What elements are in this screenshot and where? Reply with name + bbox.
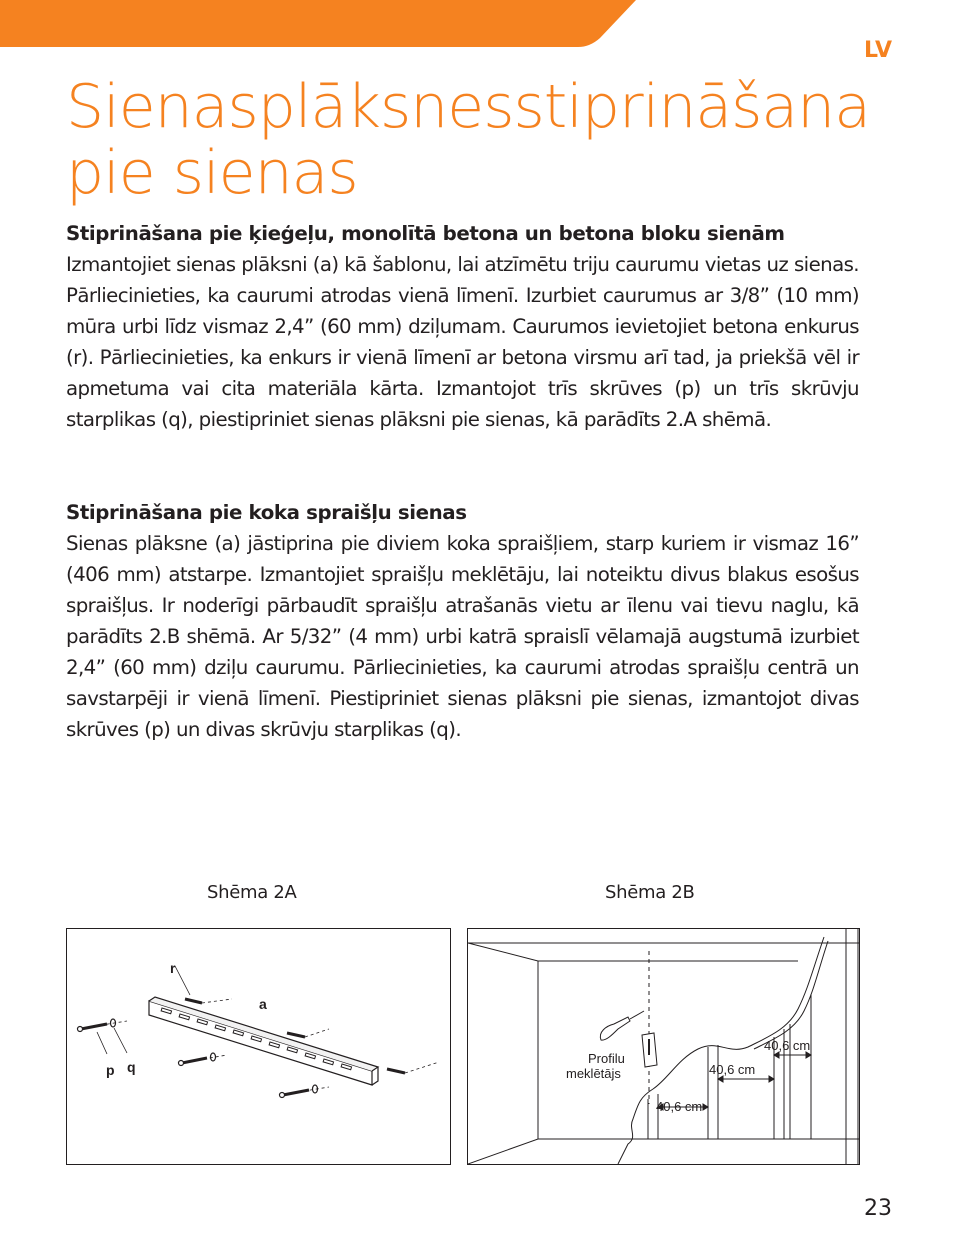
- section-body: Sienas plāksne (a) jāstiprina pie diviem koka spraišļiem, starp kuriem ir vismaz 16” (406 mm) atstarpe. Izmantojiet spraišļu meklētāju, lai noteiktu divus blakus esošus spraišļus. Ir noderīgi pārbaudīt spraišļu atrašanās vietu ar īlenu vai tievu naglu, kā parādīts 2.B shēmā. Ar 5/32” (4 mm) urbi katrā spraislī vēlamajā augstumā izurbiet 2,4” (60 mm) dziļu caurumu. Pārliecinieties, ka caurumi atrodas spraišļu centrā un savstarpēji ir vienā līmenī. Piestipriniet sienas plāksni pie sienas, izmantojot divas skrūves (p) un divas skrūvju starplikas (q).: [66, 532, 859, 741]
- section-wood-studs: [66, 497, 859, 745]
- wall-plate-illustration: [67, 929, 450, 1164]
- figure-b-caption: Shēma 2B: [605, 882, 695, 903]
- label-a: a: [259, 996, 267, 1012]
- section-body: Izmantojiet sienas plāksni (a) kā šablonu, lai atzīmētu triju caurumu vietas uz sienas. Pārliecinieties, ka caurumi atrodas vienā līmenī. Izurbiet caurumus ar 3/8” (10 mm) mūra urbi līdz vismaz 2,4” (60 mm) dziļumam. Caurumos ievietojiet betona enkurus (r). Pārliecinieties, ka enkurs ir vienā līmenī ar betona virsmu arī tad, ja priekšā vēl ir apmetuma vai cita materiāla kārta. Izmantojot trīs skrūves (p) un trīs skrūvju starplikas (q), piestipriniet sienas plāksni pie sienas, kā parādīts 2.A shēmā.: [66, 253, 859, 431]
- label-q: q: [127, 1059, 136, 1075]
- title-word: plāksnes: [257, 72, 514, 142]
- figure-2a: [66, 928, 451, 1165]
- label-r: r: [170, 960, 176, 976]
- stud-finder-illustration: [468, 929, 859, 1164]
- page-number: 23: [864, 1196, 892, 1221]
- label-p: p: [106, 1062, 115, 1078]
- dimension-label: 40,6 cm: [656, 1099, 703, 1114]
- title-line-2: pie sienas: [66, 138, 358, 208]
- header-orange-tab: [0, 0, 640, 50]
- section-heading: Stiprināšana pie ķieģeļu, monolītā betona un betona bloku sienām: [66, 222, 785, 245]
- section-masonry: [66, 218, 859, 435]
- figure-2b: [467, 928, 860, 1165]
- title-word: stiprināšana: [513, 72, 870, 142]
- dimension-label: 40,6 cm: [764, 1038, 811, 1053]
- title-word: Sienas: [66, 72, 258, 142]
- language-label: LV: [864, 38, 893, 63]
- figure-a-caption: Shēma 2A: [207, 882, 297, 903]
- page-title: [66, 72, 870, 208]
- stud-finder-label: Profilu: [588, 1051, 625, 1066]
- dimension-label: 40,6 cm: [709, 1062, 756, 1077]
- stud-finder-label: meklētājs: [566, 1066, 621, 1081]
- section-heading: Stiprināšana pie koka spraišļu sienas: [66, 501, 467, 524]
